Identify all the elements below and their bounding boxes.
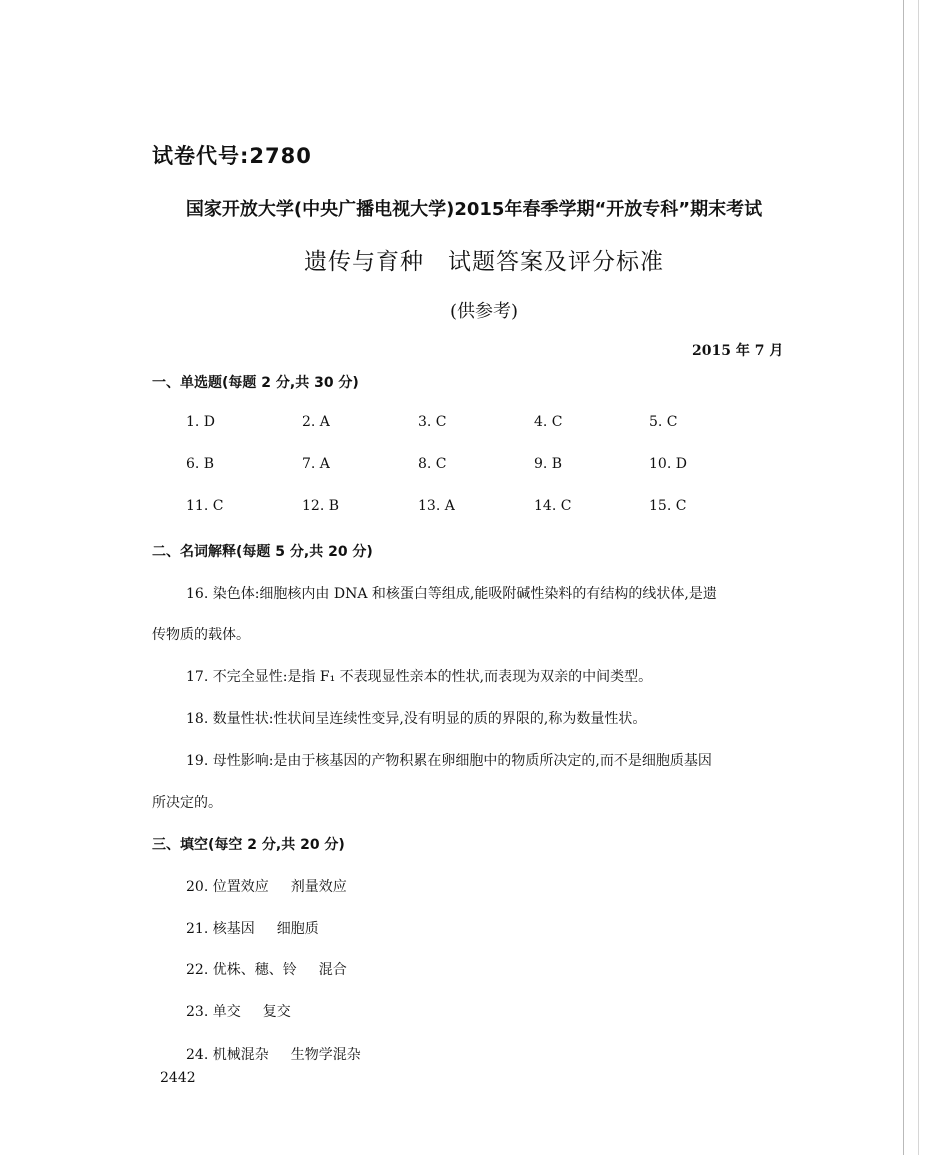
fill-answer-row [186, 959, 347, 979]
question-number: 23. [186, 1004, 209, 1020]
answer-cell: 9. B [534, 456, 563, 472]
answer-cell: 6. B [186, 456, 215, 472]
answer-b: 细胞质 [276, 921, 319, 937]
answer-b: 生物学混杂 [290, 1047, 361, 1063]
reference-note: (供参考) [449, 301, 519, 322]
fill-answer-row [186, 1044, 361, 1064]
answer-cell: 7. A [302, 456, 330, 472]
answer-cell: 15. C [649, 498, 687, 514]
answer-b: 复交 [262, 1004, 291, 1020]
answer-cell: 5. C [649, 414, 678, 430]
section3-heading: 三、填空(每空 2 分,共 20 分) [152, 837, 345, 853]
fill-answer-row [186, 918, 319, 938]
question-number: 20. [186, 879, 209, 895]
subject-title: 遗传与育种 试题答案及评分标准 [304, 249, 664, 275]
answer-19-line1: 19. 母性影响:是由于核基因的产物积累在卵细胞中的物质所决定的,而不是细胞质基因 [186, 753, 712, 769]
answer-b: 混合 [318, 962, 347, 978]
answer-a: 单交 [212, 1004, 241, 1020]
answer-a: 优株、穗、铃 [212, 962, 297, 978]
fill-answer-row [186, 1001, 291, 1021]
answer-cell: 8. C [418, 456, 447, 472]
answer-cell: 11. C [186, 498, 224, 514]
binding-edge-line-outer [918, 0, 919, 1155]
binding-edge-line [903, 0, 904, 1155]
answer-17: 17. 不完全显性:是指 F₁ 不表现显性亲本的性状,而表现为双亲的中间类型。 [186, 669, 653, 685]
university-title: 国家开放大学(中央广播电视大学)2015年春季学期“开放专科”期末考试 [185, 199, 763, 220]
question-number: 24. [186, 1047, 209, 1063]
answer-cell: 10. D [649, 456, 687, 472]
answer-16-line1: 16. 染色体:细胞核内由 DNA 和核蛋白等组成,能吸附碱性染料的有结构的线状体,是遗 [186, 586, 717, 602]
answer-cell: 4. C [534, 414, 563, 430]
answer-18: 18. 数量性状:性状间呈连续性变异,没有明显的质的界限的,称为数量性状。 [186, 711, 647, 727]
answer-cell: 13. A [418, 498, 455, 514]
page-number: 2442 [160, 1070, 196, 1086]
exam-date: 2015 年 7 月 [692, 343, 784, 359]
question-number: 22. [186, 962, 209, 978]
answer-cell: 12. B [302, 498, 340, 514]
answer-a: 机械混杂 [212, 1047, 269, 1063]
answer-cell: 3. C [418, 414, 447, 430]
section1-heading: 一、单选题(每题 2 分,共 30 分) [152, 375, 359, 391]
fill-answer-row [186, 876, 347, 896]
answer-cell: 2. A [302, 414, 330, 430]
answer-a: 核基因 [212, 921, 255, 937]
section2-heading: 二、名词解释(每题 5 分,共 20 分) [152, 544, 373, 560]
answer-b: 剂量效应 [290, 879, 347, 895]
answer-cell: 14. C [534, 498, 572, 514]
paper-code: 试卷代号:2780 [152, 144, 312, 168]
answer-a: 位置效应 [212, 879, 269, 895]
question-number: 21. [186, 921, 209, 937]
answer-cell: 1. D [186, 414, 216, 430]
answer-19-line2: 所决定的。 [152, 795, 222, 811]
answer-16-line2: 传物质的载体。 [152, 627, 250, 643]
